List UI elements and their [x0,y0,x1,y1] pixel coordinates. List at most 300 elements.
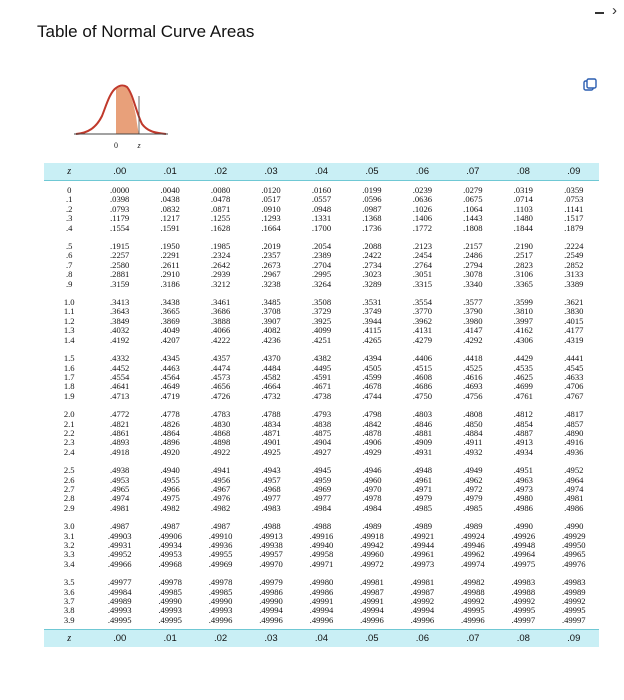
area-value: .49979 [259,577,283,588]
area-value: .4898 [210,437,231,448]
area-value: .49993 [107,605,132,616]
area-value: .2088 [362,241,382,252]
area-value: .3340 [463,278,483,289]
area-value: .2939 [210,269,231,280]
area-value: .4974 [110,493,130,504]
area-value: .4881 [412,427,433,438]
label-z: z [137,141,141,150]
area-value: .49983 [561,577,586,588]
area-value: .3849 [110,315,130,326]
area-value: .4664 [261,381,281,392]
table-cell [397,517,447,573]
z-value: 1.3 [63,325,75,336]
table-row-group [44,293,599,349]
z-value: 1.6 [63,362,75,373]
table-row-group [44,573,599,630]
z-value: 2.3 [63,437,75,448]
area-value: .4817 [564,409,584,420]
table-cell [94,405,144,461]
area-value: .4920 [160,446,180,457]
area-value: .4706 [564,381,584,392]
area-value: .3907 [261,315,281,326]
area-value: .3554 [412,297,433,308]
area-value: .4625 [513,371,533,382]
table-cell [498,517,548,573]
area-value: .4641 [110,381,130,392]
table-cell [94,349,144,405]
area-value: .49995 [561,605,586,616]
area-value: .4222 [210,334,231,345]
area-value: .4345 [160,353,180,364]
area-value: .2549 [564,250,584,261]
area-value: .49991 [309,596,334,607]
area-value: .3810 [513,306,533,317]
table-cell [347,405,397,461]
z-value: 1.0 [63,297,75,308]
area-value: .2734 [362,259,382,270]
area-value: .4564 [160,371,180,382]
area-value: .3315 [412,278,433,289]
table-cell [397,237,447,293]
area-value: .4940 [160,465,180,476]
column-header: .06 [397,630,447,648]
area-value: .4986 [513,502,533,513]
area-value: .1950 [160,241,180,252]
area-value: .4978 [362,493,382,504]
area-value: .2454 [412,250,433,261]
area-value: .49929 [561,530,586,541]
area-value: .2673 [261,259,281,270]
area-value: .1103 [513,203,533,214]
close-icon[interactable]: › [612,2,617,19]
z-value: 2.4 [63,446,75,457]
table-cell [347,293,397,349]
area-value: .49994 [309,605,334,616]
area-value: .4941 [210,465,231,476]
area-value: .4608 [412,371,433,382]
area-value: .49995 [511,605,536,616]
z-value: 3.4 [63,558,75,569]
area-value: .4918 [110,446,130,457]
area-value: .4049 [160,325,180,336]
area-value: .49977 [107,577,132,588]
area-value: .49970 [259,558,283,569]
area-value: .49964 [511,549,536,560]
page-title: Table of Normal Curve Areas [37,22,255,41]
area-value: .4830 [210,418,231,429]
area-value: .3264 [311,278,332,289]
area-value: .2157 [463,241,483,252]
table-cell [94,181,144,238]
area-value: .4974 [564,483,584,494]
area-value: .0987 [362,203,382,214]
area-value: .4968 [261,483,281,494]
z-value: 1.5 [63,353,75,364]
area-value: .49996 [309,614,334,625]
area-value: .4868 [210,427,231,438]
area-value: .4803 [412,409,433,420]
area-value: .2642 [210,259,231,270]
area-value: .49995 [461,605,485,616]
area-value: .4099 [311,325,332,336]
area-value: .4699 [513,381,533,392]
area-value: .1141 [564,203,584,214]
area-value: .49903 [107,530,132,541]
table-cell [448,405,498,461]
area-value: .4357 [210,353,231,364]
area-value: .49938 [259,540,283,550]
area-value: .2422 [362,250,382,261]
area-value: .49972 [360,558,384,569]
area-value: .2357 [261,250,281,261]
area-value: .3365 [513,278,533,289]
area-value: .1480 [513,213,533,224]
z-value: 3.9 [63,614,75,625]
table-cell [145,349,195,405]
area-value: .4719 [160,390,180,401]
z-value: 2.2 [63,427,75,438]
area-value: .4826 [160,418,180,429]
table-cell [246,181,296,238]
area-value: .0675 [463,194,483,205]
area-value: .4934 [513,446,533,457]
area-value: .1772 [412,222,433,233]
z-value: .6 [66,250,73,261]
area-value: .4906 [362,437,382,448]
area-value: .4960 [362,474,382,485]
area-value: .0120 [261,185,281,195]
area-value: .4332 [110,353,130,364]
area-value: .3133 [564,269,584,280]
z-value: 3.3 [63,549,75,560]
area-value: .4904 [311,437,332,448]
area-value: .4616 [463,371,483,382]
table-cell [448,237,498,293]
area-value: .49997 [511,614,536,625]
area-value: .1064 [463,203,483,214]
area-value: .3729 [311,306,332,317]
area-value: .49955 [208,549,233,560]
area-value: .49989 [107,596,132,607]
area-value: .4952 [564,465,584,476]
table-cell [195,517,245,573]
area-value: .1179 [110,213,130,224]
area-value: .4932 [463,446,483,457]
area-value: .49987 [410,586,435,597]
table-cell [347,237,397,293]
area-value: .4980 [513,493,533,504]
area-value: .49950 [561,540,586,550]
column-header: .04 [296,163,346,181]
area-value: .49931 [107,540,132,550]
z-value: .1 [66,194,73,205]
area-value: .1844 [513,222,533,233]
table-cell [246,237,296,293]
area-value: .4971 [412,483,433,494]
area-value: .1808 [463,222,483,233]
table-cell [448,293,498,349]
area-value: .4738 [311,390,332,401]
z-value: .9 [66,278,73,289]
column-header: .01 [145,163,195,181]
area-value: .4744 [362,390,382,401]
table-cell [549,573,599,630]
area-value: .0359 [564,185,584,195]
area-value: .49957 [259,549,283,560]
area-value: .2054 [311,241,332,252]
area-value: .4251 [311,334,332,345]
area-value: .4884 [463,427,483,438]
area-value: .49921 [410,530,435,541]
column-header: .03 [246,630,296,648]
table-cell [94,237,144,293]
z-value: 2.1 [63,418,75,429]
area-value: .4964 [564,474,584,485]
area-value: .49982 [461,577,485,588]
area-value: .4913 [513,437,533,448]
area-value: .4871 [261,427,281,438]
area-value: .4990 [564,521,584,532]
z-value: .5 [66,241,73,252]
area-value: .2764 [412,259,433,270]
table-cell [347,461,397,517]
area-value: .4015 [564,315,584,326]
table-cell [498,349,548,405]
area-value: .4916 [564,437,584,448]
area-value: .4463 [160,362,180,373]
area-value: .4949 [463,465,483,476]
area-value: .4382 [311,353,332,364]
area-value: .49981 [360,577,384,588]
area-value: .4946 [362,465,382,476]
area-value: .4452 [110,362,130,373]
area-value: .4864 [160,427,180,438]
area-value: .49910 [208,530,233,541]
area-value: .1406 [412,213,433,224]
area-value: .4032 [110,325,130,336]
area-value: .3686 [210,306,231,317]
area-value: .4525 [463,362,483,373]
table-cell [296,293,346,349]
table-cell [448,517,498,573]
area-value: .2704 [311,259,332,270]
table-cell [397,181,447,238]
area-value: .4959 [311,474,332,485]
area-value: .4821 [110,418,130,429]
area-value: .4535 [513,362,533,373]
area-value: .4793 [311,409,332,420]
area-value: .49973 [410,558,435,569]
area-value: .4988 [311,521,332,532]
normal-curve-figure [70,72,170,154]
area-value: .4750 [412,390,433,401]
area-value: .4896 [160,437,180,448]
table-cell [44,349,94,405]
area-value: .49918 [360,530,384,541]
area-value: .49946 [461,540,485,550]
table-cell [94,461,144,517]
area-value: .4854 [513,418,533,429]
area-value: .0199 [362,185,382,195]
area-value: .4988 [261,521,281,532]
table-cell [549,237,599,293]
area-value: .0948 [311,203,332,214]
area-value: .3980 [463,315,483,326]
z-value: 1.7 [63,371,75,382]
table-cell [195,349,245,405]
area-value: .3413 [110,297,130,308]
area-value: .2995 [311,269,332,280]
area-value: .3106 [513,269,533,280]
area-value: .0714 [513,194,533,205]
header-row [44,163,599,181]
area-value: .49994 [410,605,435,616]
area-value: .4788 [261,409,281,420]
area-value: .0478 [210,194,231,205]
area-value: .4772 [110,409,130,420]
area-value: .4969 [311,483,332,494]
area-value: .4591 [311,371,332,382]
area-value: .4957 [261,474,281,485]
area-value: .3665 [160,306,180,317]
area-value: .4265 [362,334,382,345]
table-cell [44,405,94,461]
area-value: .4987 [210,521,231,532]
table-cell [145,405,195,461]
area-value: .4505 [362,362,382,373]
area-value: .4985 [412,502,433,513]
column-header: z [44,630,94,648]
area-value: .3461 [210,297,231,308]
area-value: .4984 [311,502,332,513]
area-value: .4131 [412,325,433,336]
column-header: .06 [397,163,447,181]
area-value: .49994 [360,605,384,616]
area-value: .49980 [309,577,334,588]
table-cell [549,405,599,461]
area-value: .4573 [210,371,231,382]
area-value: .4967 [210,483,231,494]
column-header: .00 [94,163,144,181]
table-cell [448,573,498,630]
table-row-group [44,517,599,573]
area-value: .49996 [461,614,485,625]
table-cell [145,573,195,630]
area-value: .4878 [362,427,382,438]
area-value: .3830 [564,306,584,317]
area-value: .2881 [110,269,130,280]
area-value: .4656 [210,381,231,392]
z-value: 2.5 [63,465,75,476]
table-cell [94,573,144,630]
table-cell [44,181,94,238]
shaded-area [116,87,139,134]
area-value: .49968 [158,558,182,569]
area-value: .4911 [463,437,483,448]
table-cell [246,517,296,573]
z-value: .2 [66,203,73,214]
table-cell [498,573,548,630]
area-value: .49976 [561,558,586,569]
area-value: .4981 [564,493,584,504]
area-value: .4956 [210,474,231,485]
area-value: .0160 [311,185,332,195]
area-value: .3238 [261,278,281,289]
area-value: .2852 [564,259,584,270]
area-value: .0910 [261,203,281,214]
area-value: .49996 [410,614,435,625]
area-value: .4292 [463,334,483,345]
area-value: .4671 [311,381,332,392]
area-value: .2123 [412,241,433,252]
area-value: .4909 [412,437,433,448]
area-value: .3212 [210,278,231,289]
area-value: .3051 [412,269,433,280]
area-value: .0596 [362,194,382,205]
area-value: .2794 [463,259,483,270]
area-value: .4678 [362,381,382,392]
table-cell [195,237,245,293]
area-value: .4236 [261,334,281,345]
area-value: .4890 [564,427,584,438]
area-value: .4965 [110,483,130,494]
area-value: .49953 [158,549,182,560]
area-value: .4633 [564,371,584,382]
area-value: .0517 [261,194,281,205]
area-value: .49961 [410,549,435,560]
table-row-group [44,349,599,405]
area-value: .4319 [564,334,584,345]
area-value: .4545 [564,362,584,373]
minimize-icon[interactable] [595,6,604,16]
area-value: .49991 [360,596,384,607]
table-cell [44,237,94,293]
area-value: .49916 [309,530,334,541]
area-value: .49934 [158,540,182,550]
table-cell [347,349,397,405]
area-value: .0239 [412,185,433,195]
area-value: .1879 [564,222,584,233]
area-value: .3531 [362,297,382,308]
table-cell [195,181,245,238]
area-value: .4693 [463,381,483,392]
area-value: .49978 [158,577,182,588]
area-value: .1026 [412,203,433,214]
z-value: 2.0 [63,409,75,420]
area-value: .4973 [513,483,533,494]
area-value: .4082 [261,325,281,336]
z-value: 1.1 [63,306,75,317]
area-value: .4989 [412,521,433,532]
area-value: .49952 [107,549,132,560]
area-value: .4984 [362,502,382,513]
area-value: .3289 [362,278,382,289]
area-value: .4929 [362,446,382,457]
area-value: .1664 [261,222,281,233]
label-zero: 0 [114,141,118,150]
table-cell [549,181,599,238]
area-value: .4922 [210,446,231,457]
area-value: .2019 [261,241,281,252]
copy-icon[interactable] [583,78,597,92]
area-value: .49990 [259,596,283,607]
table-cell [549,293,599,349]
area-value: .2486 [463,250,483,261]
table-cell [347,181,397,238]
area-value: .4861 [110,427,130,438]
area-value: .4370 [261,353,281,364]
table-cell [145,181,195,238]
